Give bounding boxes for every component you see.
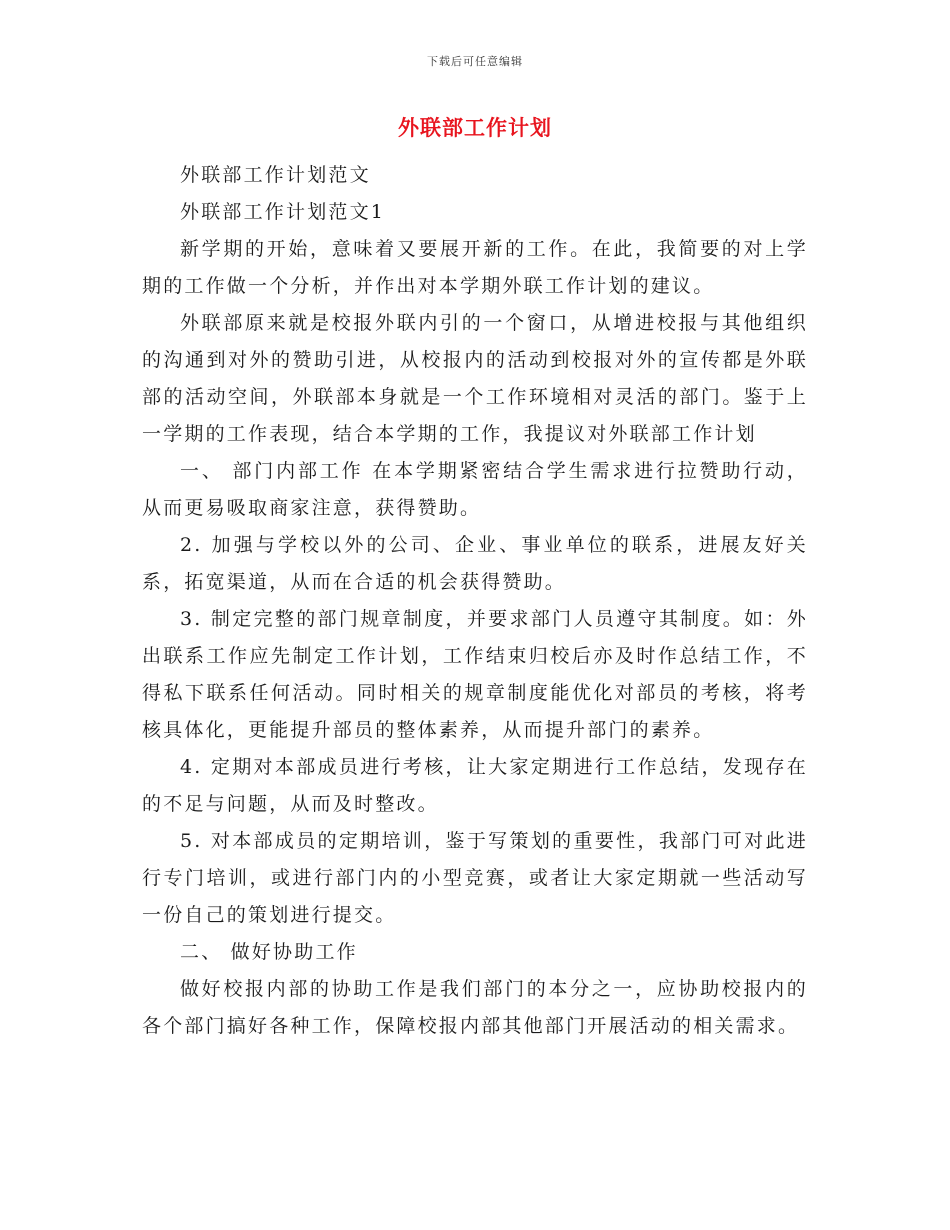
- paragraph-subtitle: 外联部工作计划范文: [180, 164, 371, 186]
- document-body: [142, 157, 808, 1045]
- paragraph-item-5: 5. 对本部成员的定期培训，鉴于写策划的重要性，我部门可对此进行专门培训，或进行部门内的小型竞赛，或者让大家定期就一些活动写一份自己的策划进行提交。: [142, 830, 808, 926]
- paragraph-item-4: 4. 定期对本部成员进行考核，让大家定期进行工作总结，发现存在的不足与问题，从而及时整改。: [142, 756, 808, 815]
- document-title: 外联部工作计划: [398, 115, 552, 140]
- paragraph-role: 外联部原来就是校报外联内引的一个窗口，从增进校报与其他组织的沟通到对外的赞助引进，从校报内的活动到校报对外的宣传都是外联部的活动空间，外联部本身就是一个工作环境相对灵活的部门。鉴于上一学期的工作表现，结合本学期的工作，我提议对外联部工作计划: [142, 312, 808, 445]
- paragraph-section-2: 二、 做好协助工作: [180, 941, 358, 963]
- header-note: 下载后可任意编辑: [427, 55, 523, 68]
- paragraph-intro: 新学期的开始，意味着又要展开新的工作。在此，我简要的对上学期的工作做一个分析，并作出对本学期外联工作计划的建议。: [142, 238, 808, 297]
- paragraph-section-2-body: 做好校报内部的协助工作是我们部门的本分之一，应协助校报内的各个部门搞好各种工作，保障校报内部其他部门开展活动的相关需求。: [142, 978, 808, 1037]
- paragraph-subtitle-1: 外联部工作计划范文1: [180, 201, 386, 223]
- paragraph-item-1: 一、 部门内部工作 在本学期紧密结合学生需求进行拉赞助行动，从而更易吸取商家注意，获得赞助。: [142, 460, 808, 519]
- paragraph-item-3: 3. 制定完整的部门规章制度，并要求部门人员遵守其制度。如：外出联系工作应先制定工作计划，工作结束归校后亦及时作总结工作，不得私下联系任何活动。同时相关的规章制度能优化对部员的考核，将考核具体化，更能提升部员的整体素养，从而提升部门的素养。: [142, 608, 808, 741]
- paragraph-item-2: 2. 加强与学校以外的公司、企业、事业单位的联系，进展友好关系，拓宽渠道，从而在合适的机会获得赞助。: [142, 534, 808, 593]
